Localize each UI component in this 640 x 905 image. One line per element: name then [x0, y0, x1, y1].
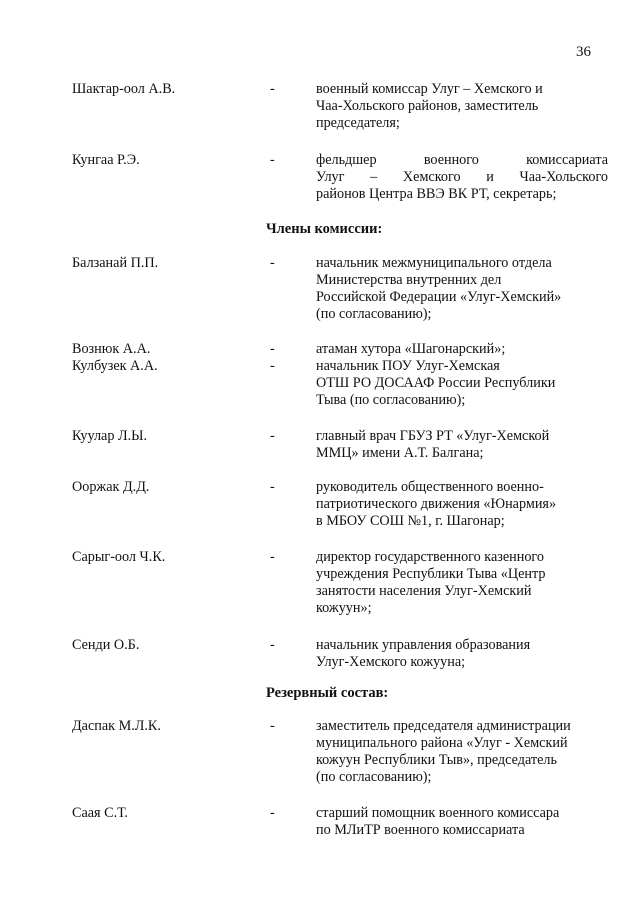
entry-name: Куулар Л.Ы.	[72, 428, 148, 444]
entry-name: Саая С.Т.	[72, 805, 128, 821]
entry-dash: -	[270, 805, 275, 821]
role-line: директор государственного казенного	[316, 549, 544, 565]
entry-role	[316, 805, 608, 839]
role-line: фельдшер военного комиссариата	[316, 152, 608, 168]
role-line: военный комиссар Улуг – Хемского и	[316, 81, 543, 97]
entry-role	[316, 255, 608, 323]
heading-reserve: Резервный состав:	[266, 685, 389, 701]
heading-members: Члены комиссии:	[266, 221, 383, 237]
entry-name: Вознюк А.А.	[72, 341, 151, 357]
entry-name: Кунгаа Р.Э.	[72, 152, 140, 168]
role-line: (по согласованию);	[316, 306, 432, 322]
role-line: начальник ПОУ Улуг-Хемская	[316, 358, 500, 374]
role-line: начальник межмуниципального отдела	[316, 255, 552, 271]
entry-role	[316, 152, 608, 203]
role-line: Улуг-Хемского кожууна;	[316, 654, 466, 670]
role-line: Российской Федерации «Улуг-Хемский»	[316, 289, 562, 305]
entry-name: Ооржак Д.Д.	[72, 479, 150, 495]
entry-dash: -	[270, 428, 275, 444]
entry-dash: -	[270, 479, 275, 495]
entry-dash: -	[270, 718, 275, 734]
entry-dash: -	[270, 255, 275, 271]
role-line: занятости населения Улуг-Хемский	[316, 583, 532, 599]
role-line: Улуг – Хемского и Чаа-Хольского	[316, 169, 608, 185]
entry-role	[316, 549, 608, 617]
role-line: патриотического движения «Юнармия»	[316, 496, 557, 512]
role-line: главный врач ГБУЗ РТ «Улуг-Хемской	[316, 428, 550, 444]
entry-name: Шактар-оол А.В.	[72, 81, 176, 97]
role-line: атаман хутора «Шагонарский»;	[316, 341, 506, 357]
entry-role	[316, 718, 608, 786]
role-line: Тыва (по согласованию);	[316, 392, 466, 408]
role-line: кожуун Республики Тыв», председатель	[316, 752, 557, 768]
entry-name: Балзанай П.П.	[72, 255, 159, 271]
entry-role	[316, 428, 608, 462]
entry-role	[316, 341, 608, 358]
role-line: председателя;	[316, 115, 400, 131]
entry-dash: -	[270, 152, 275, 168]
entry-dash: -	[270, 358, 275, 374]
entry-name: Кулбузек А.А.	[72, 358, 158, 374]
role-line: ММЦ» имени А.Т. Балгана;	[316, 445, 484, 461]
entry-name: Даспак М.Л.К.	[72, 718, 161, 734]
role-line: районов Центра ВВЭ ВК РТ, секретарь;	[316, 186, 557, 202]
role-line: заместитель председателя администрации	[316, 718, 571, 734]
entry-name: Сенди О.Б.	[72, 637, 140, 653]
entry-role	[316, 479, 608, 530]
role-line: Чаа-Хольского районов, заместитель	[316, 98, 539, 114]
page-number: 36	[576, 44, 591, 60]
entry-name: Сарыг-оол Ч.К.	[72, 549, 166, 565]
entry-role	[316, 358, 608, 409]
role-line: (по согласованию);	[316, 769, 432, 785]
entry-dash: -	[270, 637, 275, 653]
role-line: ОТШ РО ДОСААФ России Республики	[316, 375, 556, 391]
entry-dash: -	[270, 549, 275, 565]
role-line: по МЛиТР военного комиссариата	[316, 822, 525, 838]
entry-role	[316, 81, 608, 132]
role-line: старший помощник военного комиссара	[316, 805, 560, 821]
role-line: Министерства внутренних дел	[316, 272, 502, 288]
role-line: кожуун»;	[316, 600, 372, 616]
entry-role	[316, 637, 608, 671]
role-line: начальник управления образования	[316, 637, 531, 653]
entry-dash: -	[270, 341, 275, 357]
role-line: учреждения Республики Тыва «Центр	[316, 566, 546, 582]
role-line: муниципального района «Улуг - Хемский	[316, 735, 568, 751]
role-line: в МБОУ СОШ №1, г. Шагонар;	[316, 513, 505, 529]
role-line: руководитель общественного военно-	[316, 479, 544, 495]
entry-dash: -	[270, 81, 275, 97]
